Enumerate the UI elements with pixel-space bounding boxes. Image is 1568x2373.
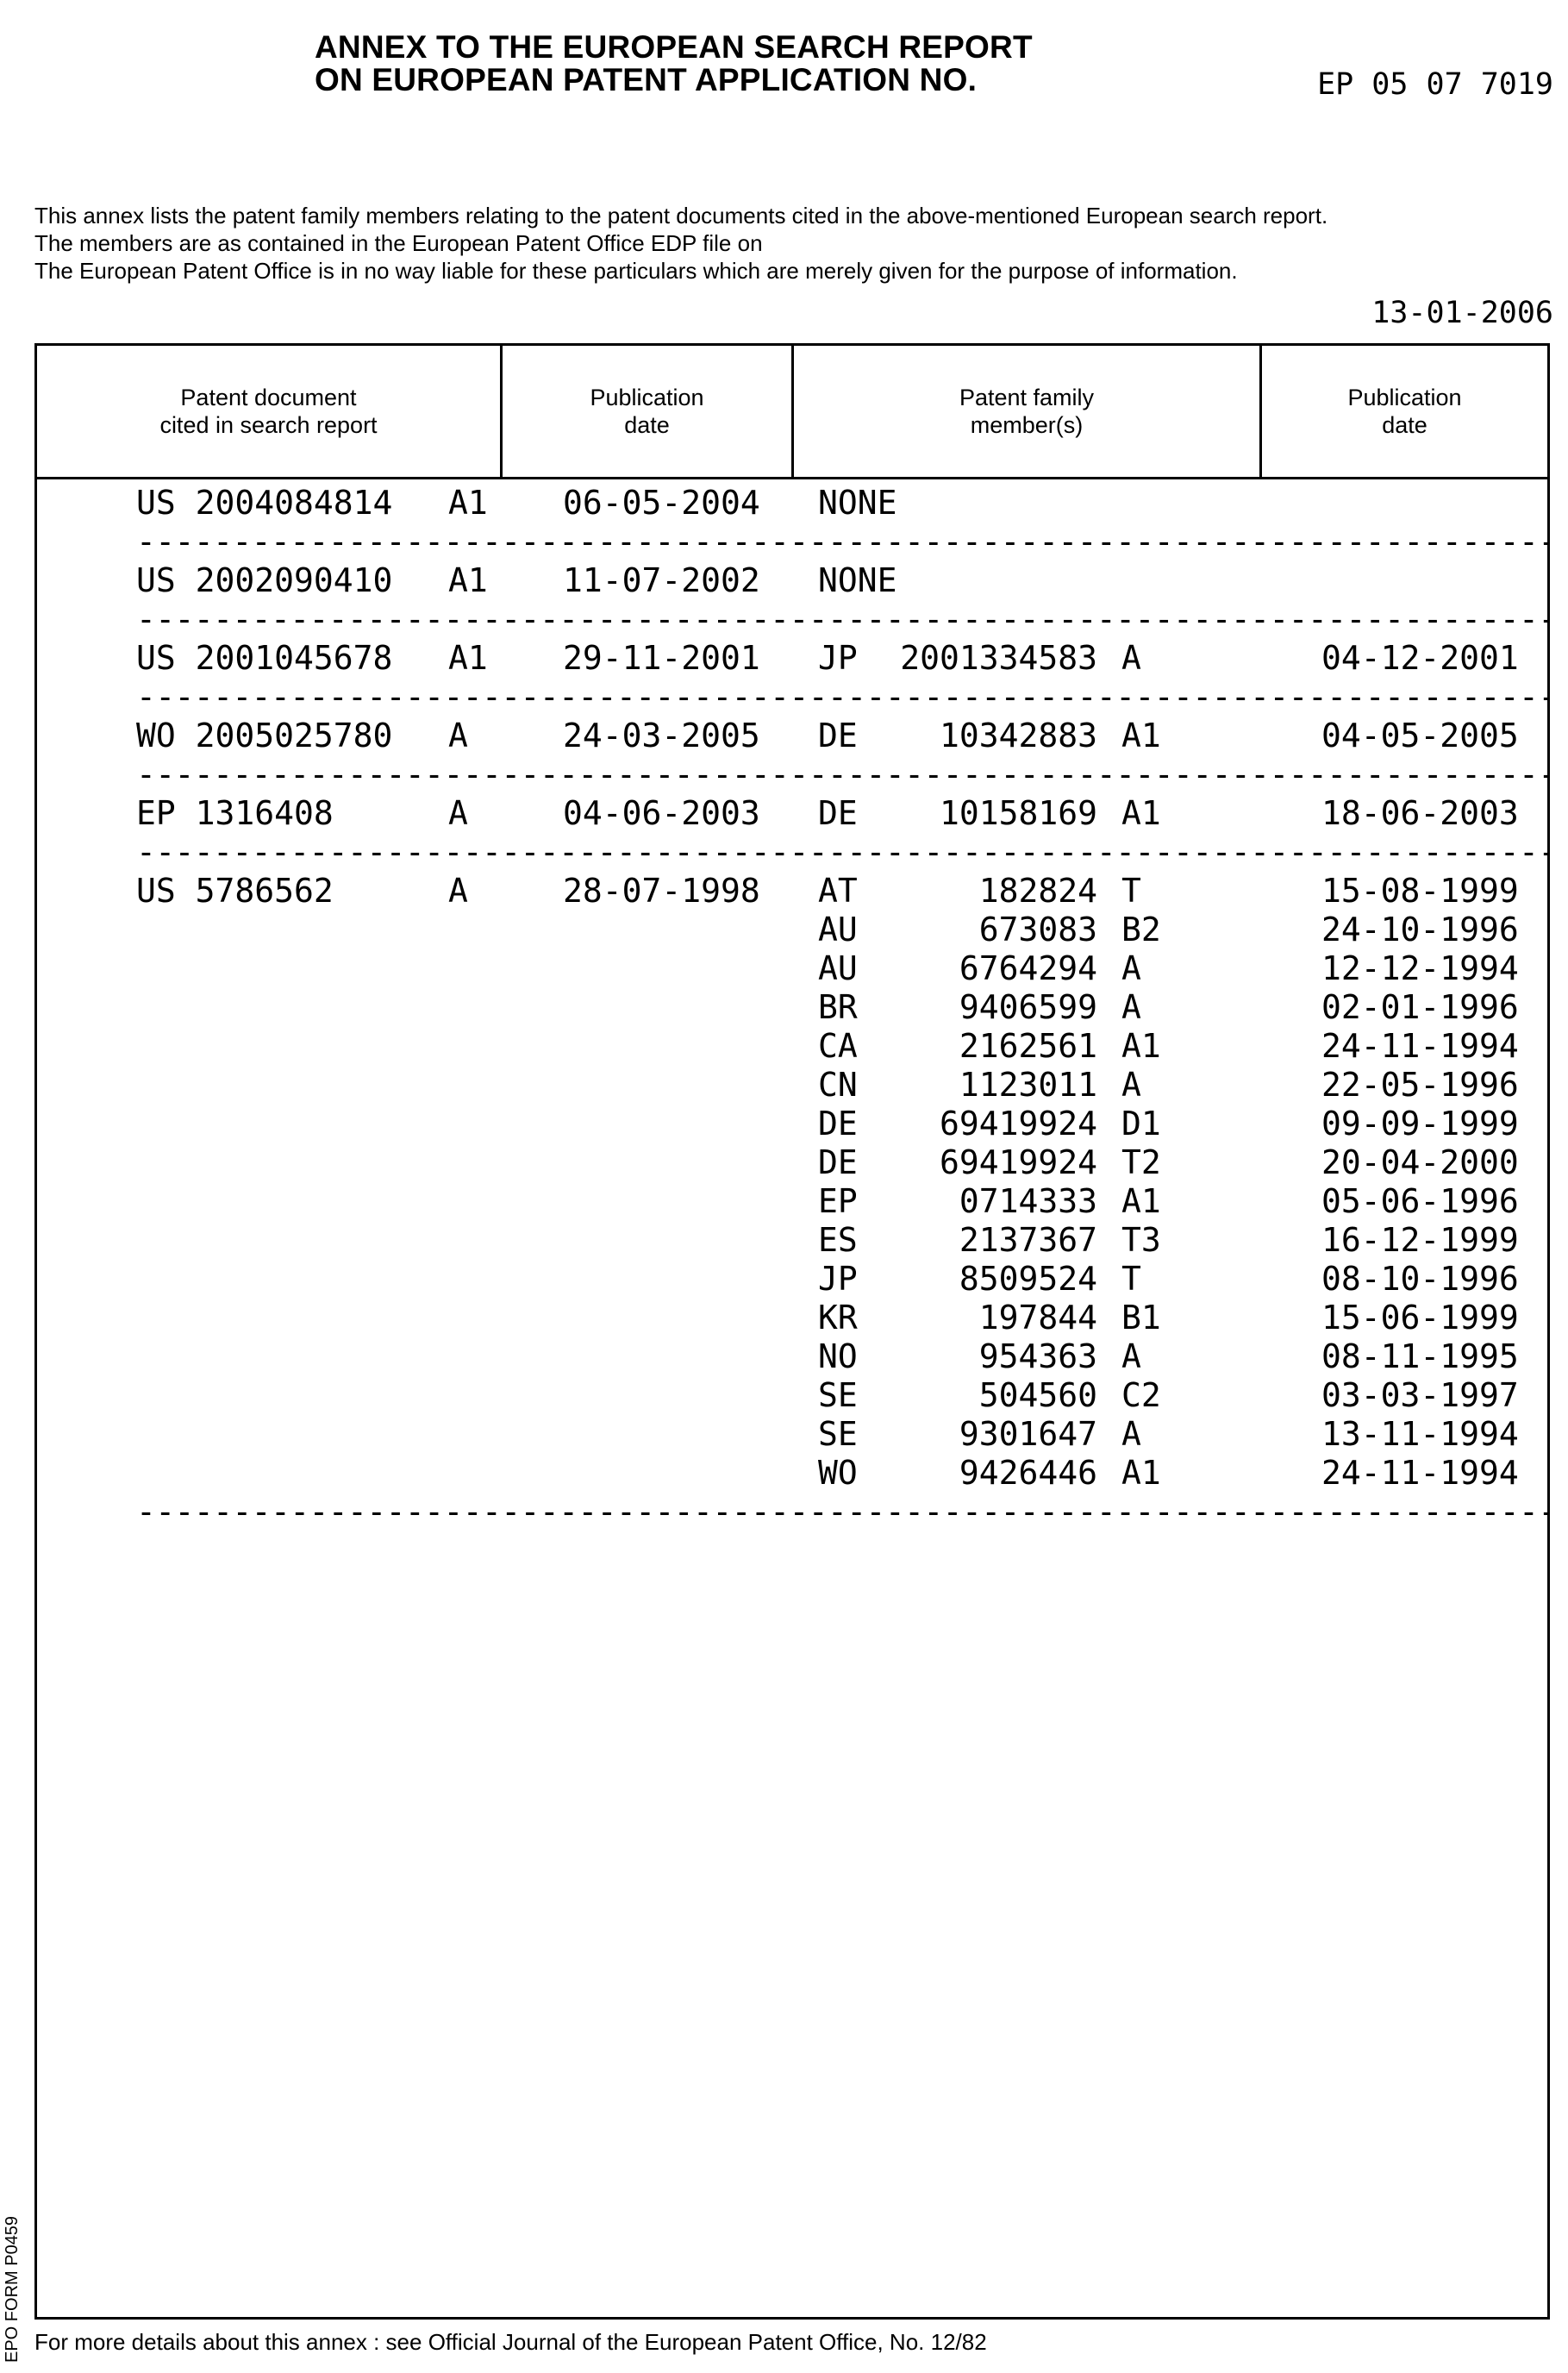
patent-family-table [34, 343, 1550, 2320]
member-publication-date: 15-06-1999 [1321, 1299, 1519, 1337]
member-publication-date: 18-06-2003 [1321, 794, 1519, 833]
table-row [37, 561, 1547, 600]
member-number: 9301647 [890, 1415, 1097, 1454]
member-number: 2162561 [890, 1027, 1097, 1066]
report-date: 13-01-2006 [1371, 296, 1553, 330]
member-country: AU [818, 911, 858, 949]
member-kind-code: A [1121, 949, 1141, 988]
cited-document: EP 1316408 [136, 794, 334, 833]
member-kind-code: A [1121, 1066, 1141, 1105]
member-kind-code: A1 [1121, 1027, 1161, 1066]
title-line-1: ANNEX TO THE EUROPEAN SEARCH REPORT [315, 31, 1033, 64]
header-family-members [794, 346, 1262, 477]
header-text: Publication [590, 384, 703, 411]
member-number: 2001334583 [890, 639, 1097, 678]
member-country: SE [818, 1376, 858, 1415]
table-row-continuation [37, 1066, 1547, 1105]
member-publication-date: 22-05-1996 [1321, 1066, 1519, 1105]
table-row-continuation [37, 1182, 1547, 1221]
table-row [37, 717, 1547, 755]
member-publication-date: 24-11-1994 [1321, 1454, 1519, 1493]
member-publication-date: 04-05-2005 [1321, 717, 1519, 755]
member-kind-code: A [1121, 1415, 1141, 1454]
member-country: BR [818, 988, 858, 1027]
row-separator [37, 833, 1547, 872]
member-kind-code: A1 [1121, 1182, 1161, 1221]
footer-note: For more details about this annex : see Official Journal of the European Patent Office, No. 12/82 [34, 2328, 987, 2356]
intro-text [34, 202, 1327, 285]
table-row-continuation [37, 1454, 1547, 1493]
header-text: Patent document [180, 384, 356, 411]
table-row-continuation [37, 911, 1547, 949]
table-row [37, 484, 1547, 523]
table-row-continuation [37, 949, 1547, 988]
header-text: date [624, 411, 670, 439]
table-row-continuation [37, 1221, 1547, 1260]
form-label: EPO FORM P0459 [2, 2216, 22, 2363]
member-number: 1123011 [890, 1066, 1097, 1105]
cited-document: US 5786562 [136, 872, 334, 911]
separator-dashes: -------------------------------------------------------------------------------- [136, 600, 1550, 639]
member-country: NONE [818, 484, 897, 523]
member-publication-date: 16-12-1999 [1321, 1221, 1519, 1260]
member-publication-date: 15-08-1999 [1321, 872, 1519, 911]
member-kind-code: B2 [1121, 911, 1161, 949]
member-country: CN [818, 1066, 858, 1105]
table-row-continuation [37, 1105, 1547, 1143]
member-country: JP [818, 1260, 858, 1299]
cited-document: WO 2005025780 [136, 717, 392, 755]
member-kind-code: C2 [1121, 1376, 1161, 1415]
member-kind-code: T [1121, 872, 1141, 911]
member-country: DE [818, 794, 858, 833]
member-publication-date: 24-10-1996 [1321, 911, 1519, 949]
member-kind-code: A [1121, 1337, 1141, 1376]
member-country: CA [818, 1027, 858, 1066]
member-kind-code: D1 [1121, 1105, 1161, 1143]
cited-publication-date: 11-07-2002 [563, 561, 760, 600]
table-row-continuation [37, 1260, 1547, 1299]
row-separator [37, 755, 1547, 794]
member-kind-code: B1 [1121, 1299, 1161, 1337]
member-country: DE [818, 1105, 858, 1143]
title-line-2: ON EUROPEAN PATENT APPLICATION NO. [315, 64, 1033, 97]
intro-line-2: The members are as contained in the European Patent Office EDP file on [34, 229, 1327, 257]
member-country: AT [818, 872, 858, 911]
member-number: 10342883 [890, 717, 1097, 755]
header-text: Patent family [959, 384, 1094, 411]
member-publication-date: 04-12-2001 [1321, 639, 1519, 678]
separator-dashes: -------------------------------------------------------------------------------- [136, 523, 1550, 561]
cited-publication-date: 24-03-2005 [563, 717, 760, 755]
table-row-continuation [37, 1143, 1547, 1182]
separator-dashes: -------------------------------------------------------------------------------- [136, 833, 1550, 872]
table-body [37, 484, 1547, 2317]
member-number: 8509524 [890, 1260, 1097, 1299]
row-separator [37, 678, 1547, 717]
intro-line-3: The European Patent Office is in no way liable for these particulars which are merely given for the purpose of information. [34, 257, 1327, 285]
table-row [37, 639, 1547, 678]
member-publication-date: 05-06-1996 [1321, 1182, 1519, 1221]
cited-publication-date: 04-06-2003 [563, 794, 760, 833]
cited-kind-code: A1 [448, 484, 488, 523]
table-row-continuation [37, 1337, 1547, 1376]
separator-dashes: -------------------------------------------------------------------------------- [136, 1493, 1550, 1531]
member-country: ES [818, 1221, 858, 1260]
member-kind-code: T3 [1121, 1221, 1161, 1260]
member-number: 182824 [890, 872, 1097, 911]
member-number: 9426446 [890, 1454, 1097, 1493]
member-number: 673083 [890, 911, 1097, 949]
member-number: 10158169 [890, 794, 1097, 833]
member-publication-date: 20-04-2000 [1321, 1143, 1519, 1182]
member-number: 197844 [890, 1299, 1097, 1337]
member-publication-date: 13-11-1994 [1321, 1415, 1519, 1454]
row-separator [37, 523, 1547, 561]
member-number: 9406599 [890, 988, 1097, 1027]
member-kind-code: A1 [1121, 794, 1161, 833]
table-row-continuation [37, 1415, 1547, 1454]
member-kind-code: T [1121, 1260, 1141, 1299]
member-number: 6764294 [890, 949, 1097, 988]
member-publication-date: 09-09-1999 [1321, 1105, 1519, 1143]
table-row-continuation [37, 1299, 1547, 1337]
cited-publication-date: 29-11-2001 [563, 639, 760, 678]
cited-kind-code: A [448, 872, 468, 911]
member-publication-date: 12-12-1994 [1321, 949, 1519, 988]
separator-dashes: -------------------------------------------------------------------------------- [136, 755, 1550, 794]
table-row [37, 794, 1547, 833]
header-text: member(s) [971, 411, 1084, 439]
member-publication-date: 08-11-1995 [1321, 1337, 1519, 1376]
member-publication-date: 24-11-1994 [1321, 1027, 1519, 1066]
member-publication-date: 02-01-1996 [1321, 988, 1519, 1027]
header-patent-document [37, 346, 503, 477]
cited-kind-code: A1 [448, 639, 488, 678]
member-country: KR [818, 1299, 858, 1337]
member-publication-date: 03-03-1997 [1321, 1376, 1519, 1415]
table-header [37, 346, 1547, 479]
member-country: DE [818, 1143, 858, 1182]
member-country: JP [818, 639, 858, 678]
member-kind-code: T2 [1121, 1143, 1161, 1182]
member-kind-code: A [1121, 639, 1141, 678]
cited-kind-code: A [448, 794, 468, 833]
separator-dashes: -------------------------------------------------------------------------------- [136, 678, 1550, 717]
header-publication-date [503, 346, 794, 477]
member-country: DE [818, 717, 858, 755]
table-row-continuation [37, 988, 1547, 1027]
member-number: 954363 [890, 1337, 1097, 1376]
member-country: NO [818, 1337, 858, 1376]
member-kind-code: A1 [1121, 717, 1161, 755]
cited-publication-date: 06-05-2004 [563, 484, 760, 523]
header-family-publication-date [1262, 346, 1547, 477]
page-title [315, 31, 1033, 97]
member-kind-code: A1 [1121, 1454, 1161, 1493]
member-number: 504560 [890, 1376, 1097, 1415]
member-country: NONE [818, 561, 897, 600]
cited-document: US 2001045678 [136, 639, 392, 678]
header-text: Publication [1347, 384, 1461, 411]
row-separator [37, 1493, 1547, 1531]
member-country: AU [818, 949, 858, 988]
table-row [37, 872, 1547, 911]
header-text: date [1382, 411, 1427, 439]
member-number: 69419924 [890, 1105, 1097, 1143]
cited-kind-code: A1 [448, 561, 488, 600]
member-country: WO [818, 1454, 858, 1493]
member-publication-date: 08-10-1996 [1321, 1260, 1519, 1299]
cited-publication-date: 28-07-1998 [563, 872, 760, 911]
member-kind-code: A [1121, 988, 1141, 1027]
member-number: 0714333 [890, 1182, 1097, 1221]
member-country: SE [818, 1415, 858, 1454]
header-text: cited in search report [159, 411, 377, 439]
intro-line-1: This annex lists the patent family members relating to the patent documents cited in the above-mentioned European search report. [34, 202, 1327, 229]
member-number: 2137367 [890, 1221, 1097, 1260]
member-number: 69419924 [890, 1143, 1097, 1182]
cited-kind-code: A [448, 717, 468, 755]
table-row-continuation [37, 1376, 1547, 1415]
member-country: EP [818, 1182, 858, 1221]
cited-document: US 2004084814 [136, 484, 392, 523]
row-separator [37, 600, 1547, 639]
table-row-continuation [37, 1027, 1547, 1066]
cited-document: US 2002090410 [136, 561, 392, 600]
application-number: EP 05 07 7019 [1317, 67, 1553, 102]
